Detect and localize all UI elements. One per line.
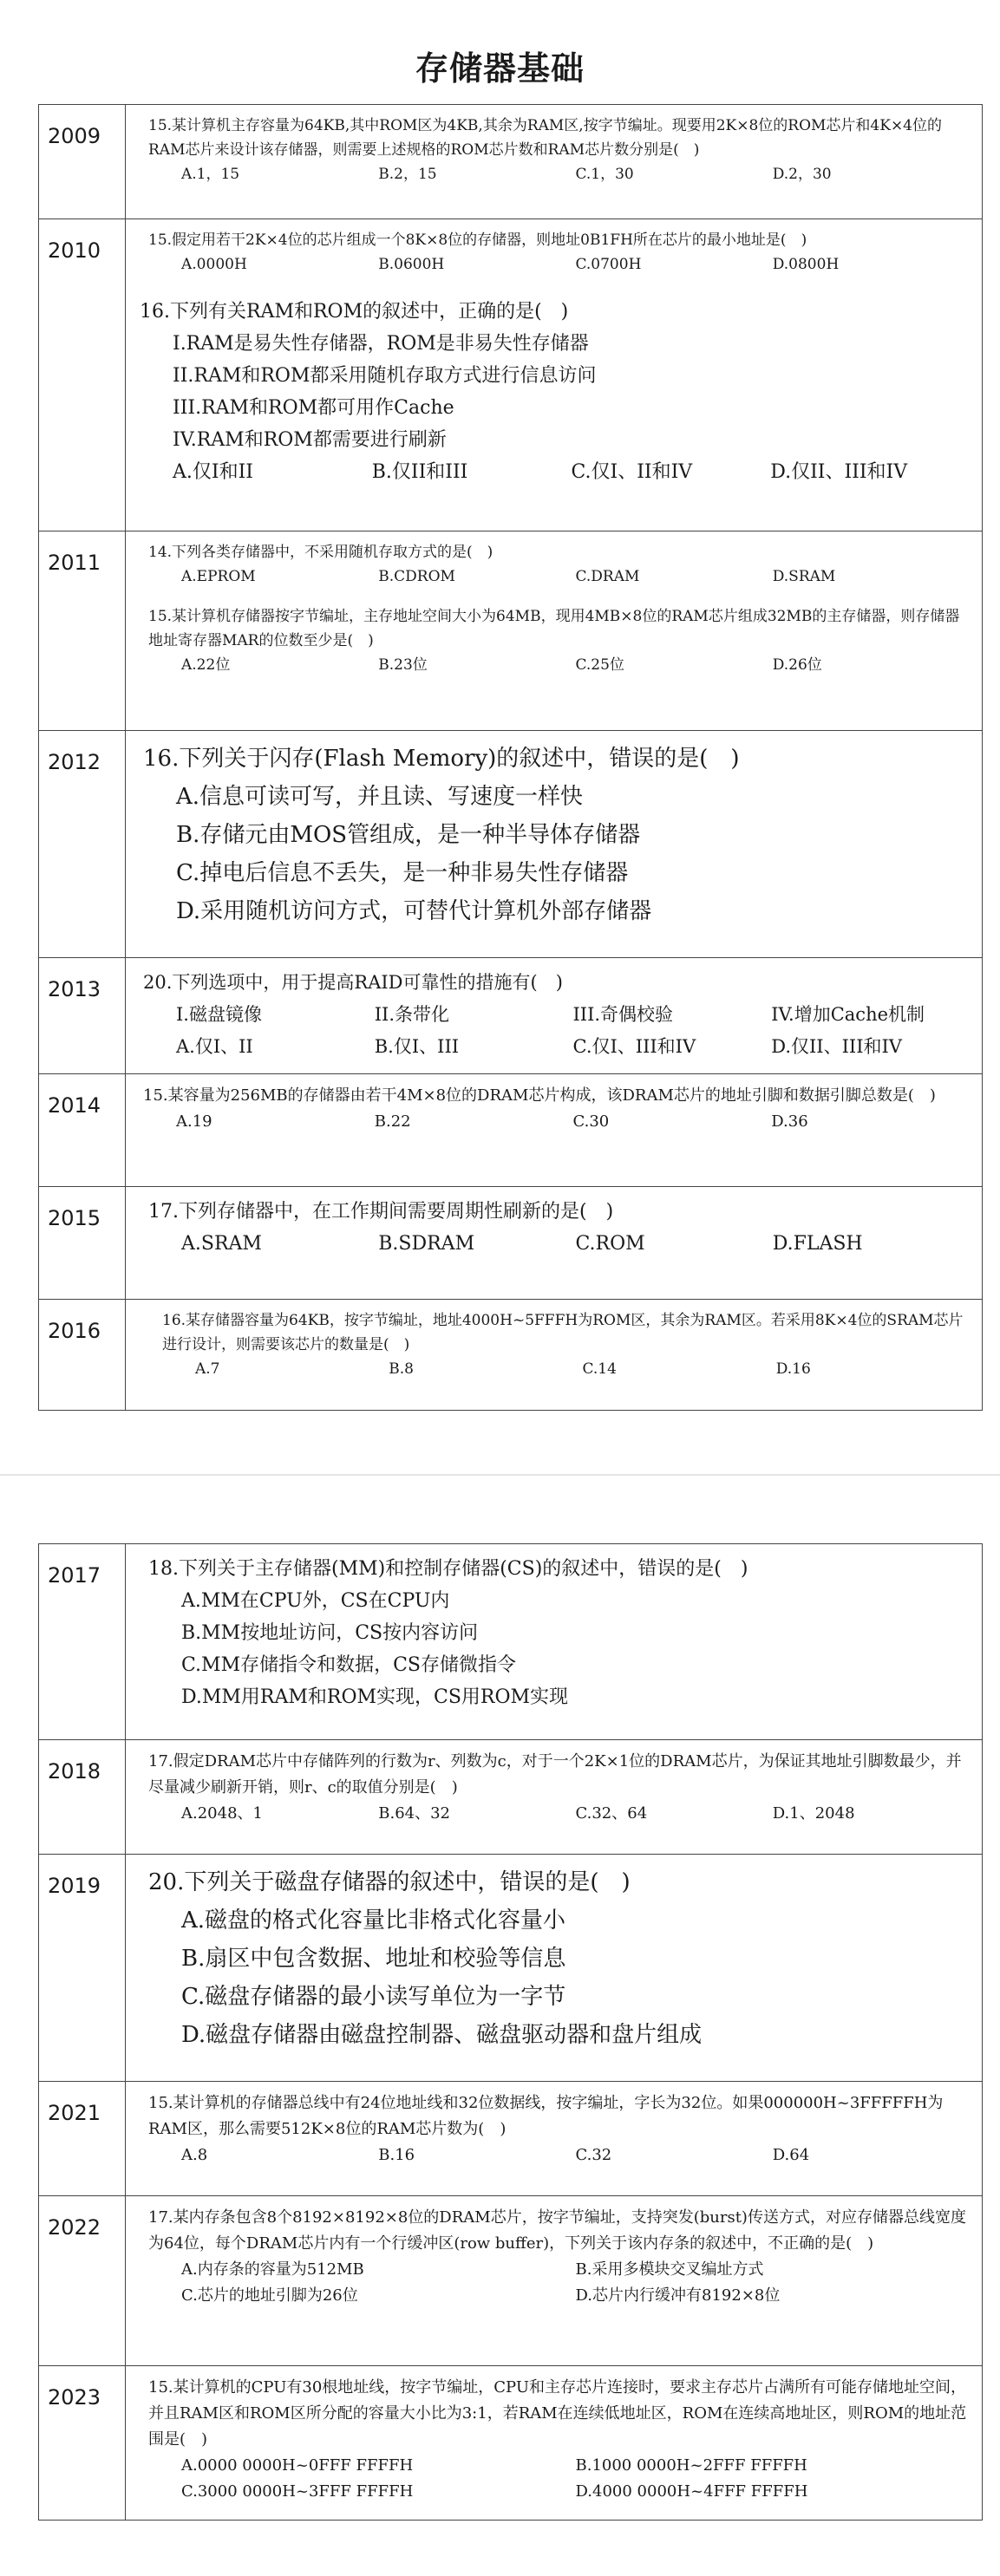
option-b: B.2，15 — [378, 166, 437, 183]
option-b: B.23位 — [378, 656, 428, 674]
table-row — [39, 1074, 983, 1187]
option-b: B.0600H — [378, 256, 445, 273]
question-stem: 15.某计算机的存储器总线中有24位地址线和32位数据线，按字编址，字长为32位。如果000000H~3FFFFFH为RAM区，那么需要512K×8位的RAM芯片数为( ) — [148, 2094, 944, 2138]
option-d: D.磁盘存储器由磁盘控制器、磁盘驱动器和盘片组成 — [181, 2022, 703, 2048]
question-stem: 17.某内存条包含8个8192×8192×8位的DRAM芯片，按字节编址，支持突发(burst)传送方式，对应存储器总线宽度为64位，每个DRAM芯片内有一个行缓冲区(row buffer)，下列关于该内存条的叙述中，不正确的是( ) — [148, 2208, 966, 2253]
option-c: C.3000 0000H~3FFF FFFFH — [181, 2482, 414, 2501]
statement-item: II.RAM和ROM都采用随机存取方式进行信息访问 — [173, 365, 597, 387]
option-d: D.FLASH — [772, 1233, 863, 1255]
question-stem: 15.某计算机的CPU有30根地址线，按字节编址，CPU和主存芯片连接时，要求主存芯片占满所有可能存储地址空间，并且RAM区和ROM区所分配的容量大小比为3:1，若RAM在连续低地址区，ROM在连续高地址区，则ROM的地址范围是( ) — [148, 2378, 967, 2449]
option-d: D.1、2048 — [772, 1804, 855, 1823]
year-cell: 2019 — [39, 1855, 126, 2082]
option-list — [148, 1585, 970, 1713]
option-c: C.DRAM — [575, 568, 640, 585]
year-cell: 2013 — [39, 958, 126, 1074]
option-d: D.采用随机访问方式，可替代计算机外部存储器 — [176, 898, 652, 924]
option-d: D.MM用RAM和ROM实现，CS用ROM实现 — [181, 1686, 569, 1708]
option-d: D.芯片内行缓冲有8192×8位 — [575, 2286, 781, 2305]
option-d: D.64 — [772, 2146, 810, 2164]
year-cell: 2021 — [39, 2082, 126, 2196]
question-cell — [126, 105, 983, 219]
table-row — [39, 1544, 983, 1740]
option-b: B.64、32 — [378, 1804, 451, 1823]
option-a: A.19 — [176, 1112, 212, 1131]
option-b: B.1000 0000H~2FFF FFFFH — [575, 2456, 807, 2475]
page-title: 存储器基础 — [415, 49, 585, 88]
question-stem: 15.假定用若干2K×4位的芯片组成一个8K×8位的存储器，则地址0B1FH所在芯片的最小地址是( ) — [148, 232, 807, 249]
year-cell: 2017 — [39, 1544, 126, 1740]
option-list — [148, 564, 970, 589]
table-row — [39, 1187, 983, 1300]
option-list — [148, 653, 970, 677]
option-d: D.2，30 — [772, 166, 832, 183]
option-list — [143, 778, 970, 930]
option-b: B.存储元由MOS管组成，是一种半导体存储器 — [176, 822, 641, 848]
page-divider — [0, 1474, 1000, 1476]
question-stem: 20.下列关于磁盘存储器的叙述中，错误的是( ) — [148, 1869, 631, 1895]
question-stem: 16.下列有关RAM和ROM的叙述中，正确的是( ) — [140, 301, 569, 323]
table-row — [39, 105, 983, 219]
option-c: C.ROM — [575, 1233, 645, 1255]
option-a: A.信息可读可写，并且读、写速度一样快 — [176, 784, 584, 810]
option-c: C.1，30 — [575, 166, 634, 183]
question-cell — [126, 731, 983, 958]
option-b: B.采用多模块交叉编址方式 — [575, 2260, 764, 2279]
option-c: C.仅I、II和IV — [571, 461, 693, 483]
option-a: A.MM在CPU外，CS在CPU内 — [181, 1590, 450, 1612]
option-d: D.36 — [771, 1112, 808, 1131]
question-stem: 16.下列关于闪存(Flash Memory)的叙述中，错误的是( ) — [143, 746, 740, 772]
option-c: C.仅I、III和IV — [572, 1036, 696, 1057]
option-list — [148, 1901, 970, 2054]
table-row — [39, 2196, 983, 2366]
option-b: B.仅I、III — [374, 1036, 460, 1057]
option-list — [148, 2453, 970, 2479]
question-stem: 15.某容量为256MB的存储器由若干4M×8位的DRAM芯片构成，该DRAM芯片的地址引脚和数据引脚总数是( ) — [143, 1086, 936, 1105]
question-cell — [126, 1544, 983, 1740]
question-stem: 17.假定DRAM芯片中存储阵列的行数为r、列数为c，对于一个2K×1位的DRAM芯片，为保证其地址引脚数最少，并尽量减少刷新开销，则r、c的取值分别是( ) — [148, 1752, 962, 1797]
option-a: A.SRAM — [181, 1233, 262, 1255]
option-c: C.磁盘存储器的最小读写单位为一字节 — [181, 1984, 566, 2010]
option-d: D.26位 — [772, 656, 822, 674]
option-list — [143, 1109, 970, 1135]
option-a: A.磁盘的格式化容量比非格式化容量小 — [181, 1908, 566, 1934]
option-list — [162, 1357, 970, 1381]
question-cell — [126, 1187, 983, 1300]
option-b: B.CDROM — [378, 568, 455, 585]
exam-table-part-1 — [38, 104, 983, 1411]
option-a: A.0000H — [181, 256, 247, 273]
option-b: B.仅II和III — [371, 461, 468, 483]
question-stem: 14.下列各类存储器中，不采用随机存取方式的是( ) — [148, 544, 493, 561]
year-cell: 2010 — [39, 219, 126, 532]
option-b: B.22 — [374, 1112, 411, 1131]
statement-list — [143, 999, 970, 1031]
option-c: C.25位 — [575, 656, 624, 674]
option-a: A.仅I和II — [173, 461, 253, 483]
option-list — [148, 1801, 970, 1827]
option-d: D.4000 0000H~4FFF FFFFH — [575, 2482, 808, 2501]
statement-item: I.磁盘镜像 — [176, 1004, 262, 1025]
question-cell — [126, 1855, 983, 2082]
table-row — [39, 2082, 983, 2196]
option-a: A.仅I、II — [176, 1036, 253, 1057]
option-d: D.SRAM — [772, 568, 836, 585]
question-cell — [126, 958, 983, 1074]
statement-item: I.RAM是易失性存储器，ROM是非易失性存储器 — [173, 333, 589, 355]
statement-item: II.条带化 — [374, 1004, 450, 1025]
option-c: C.32、64 — [575, 1804, 648, 1823]
option-list — [148, 162, 970, 186]
option-a: A.EPROM — [181, 568, 256, 585]
question-cell — [126, 2196, 983, 2366]
question-cell — [126, 2082, 983, 2196]
year-cell: 2012 — [39, 731, 126, 958]
table-row — [39, 958, 983, 1074]
option-d: D.16 — [775, 1360, 811, 1378]
statement-item: III.RAM和ROM都可用作Cache — [173, 397, 454, 419]
exam-table-part-2 — [38, 1543, 983, 2521]
option-b: B.16 — [378, 2146, 415, 2164]
year-cell: 2015 — [39, 1187, 126, 1300]
question-cell — [126, 1740, 983, 1855]
table-row — [39, 2366, 983, 2521]
option-list — [143, 1031, 970, 1063]
option-c: C.32 — [575, 2146, 612, 2164]
question-stem: 15.某计算机主存容量为64KB,其中ROM区为4KB,其余为RAM区,按字节编址。现要用2K×8位的ROM芯片和4K×4位的RAM芯片来设计该存储器，则需要上述规格的ROM芯片数和RAM芯片数分别是( ) — [148, 117, 943, 159]
option-a: A.7 — [195, 1360, 220, 1378]
option-c: C.MM存储指令和数据，CS存储微指令 — [181, 1654, 516, 1676]
question-cell — [126, 1074, 983, 1187]
option-c: C.14 — [582, 1360, 617, 1378]
question-stem: 16.某存储器容量为64KB，按字节编址，地址4000H~5FFFH为ROM区，其余为RAM区。若采用8K×4位的SRAM芯片进行设计，则需要该芯片的数量是( ) — [162, 1312, 964, 1353]
question-cell — [126, 2366, 983, 2521]
year-cell: 2009 — [39, 105, 126, 219]
year-cell: 2014 — [39, 1074, 126, 1187]
option-a: A.2048、1 — [181, 1804, 263, 1823]
option-list — [140, 456, 970, 488]
option-list — [148, 2257, 970, 2283]
option-b: B.SDRAM — [378, 1233, 475, 1255]
year-cell: 2018 — [39, 1740, 126, 1855]
table-row — [39, 1855, 983, 2082]
option-c: C.30 — [572, 1112, 610, 1131]
table-row — [39, 731, 983, 958]
statement-item: IV.RAM和ROM都需要进行刷新 — [173, 429, 447, 451]
question-cell — [126, 532, 983, 731]
option-list — [148, 252, 970, 277]
question-stem: 15.某计算机存储器按字节编址，主存地址空间大小为64MB，现用4MB×8位的RAM芯片组成32MB的主存储器，则存储器地址寄存器MAR的位数至少是( ) — [148, 608, 960, 649]
question-stem: 20.下列选项中，用于提高RAID可靠性的措施有( ) — [143, 972, 563, 993]
option-a: A.8 — [181, 2146, 208, 2164]
statement-list — [140, 328, 970, 456]
option-list — [148, 2142, 970, 2168]
option-a: A.0000 0000H~0FFF FFFFH — [181, 2456, 414, 2475]
option-c: C.芯片的地址引脚为26位 — [181, 2286, 358, 2305]
question-cell — [126, 1300, 983, 1411]
option-c: C.0700H — [575, 256, 642, 273]
option-c: C.掉电后信息不丢失，是一种非易失性存储器 — [176, 860, 629, 886]
option-a: A.22位 — [181, 656, 231, 674]
option-a: A.内存条的容量为512MB — [181, 2260, 364, 2279]
option-list — [148, 2283, 970, 2309]
question-stem: 17.下列存储器中，在工作期间需要周期性刷新的是( ) — [148, 1201, 614, 1223]
option-b: B.扇区中包含数据、地址和校验等信息 — [181, 1946, 566, 1972]
year-cell: 2016 — [39, 1300, 126, 1411]
option-d: D.仅II、III和IV — [771, 1036, 902, 1057]
table-row — [39, 1300, 983, 1411]
statement-item: IV.增加Cache机制 — [771, 1004, 925, 1025]
question-cell — [126, 219, 983, 532]
option-list — [148, 2479, 970, 2505]
table-row — [39, 219, 983, 532]
table-row — [39, 532, 983, 731]
option-d: D.0800H — [772, 256, 840, 273]
option-b: B.MM按地址访问，CS按内容访问 — [181, 1622, 479, 1644]
option-list — [148, 1228, 970, 1260]
option-b: B.8 — [389, 1360, 414, 1378]
year-cell: 2022 — [39, 2196, 126, 2366]
option-d: D.仅II、III和IV — [770, 461, 908, 483]
year-cell: 2011 — [39, 532, 126, 731]
option-a: A.1，15 — [181, 166, 240, 183]
year-cell: 2023 — [39, 2366, 126, 2521]
statement-item: III.奇偶校验 — [572, 1004, 674, 1025]
table-row — [39, 1740, 983, 1855]
question-stem: 18.下列关于主存储器(MM)和控制存储器(CS)的叙述中，错误的是( ) — [148, 1558, 748, 1580]
